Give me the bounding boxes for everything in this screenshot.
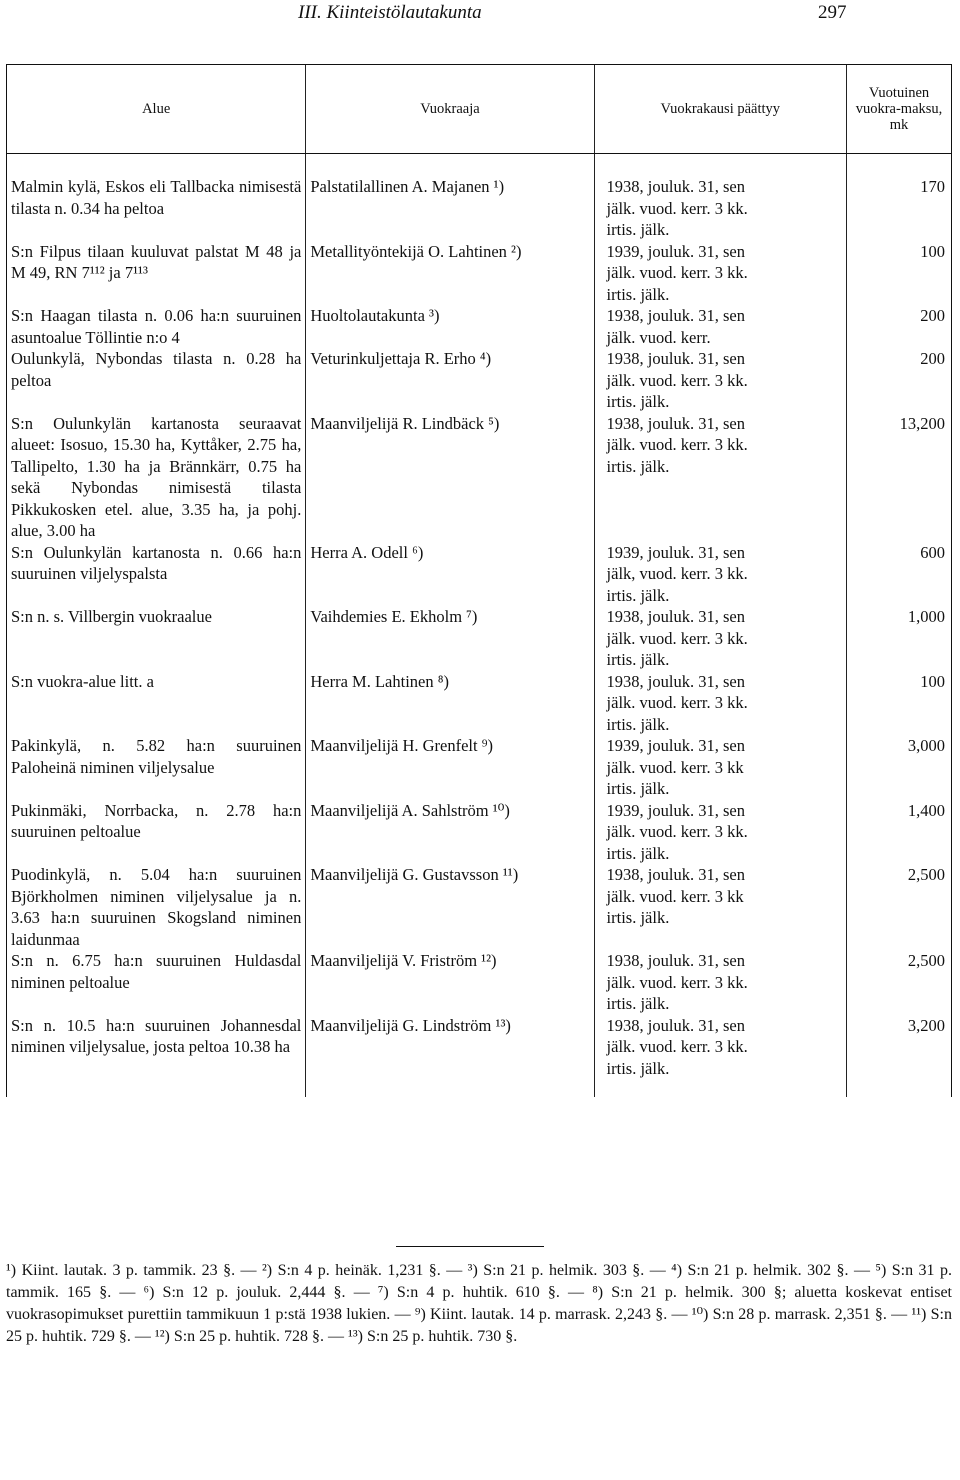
cell-lease-end [594,950,846,1015]
cell-lease-end [594,542,846,607]
cell-tenant: Maanviljelijä R. Lindbäck ⁵) [306,413,594,542]
column-header-area: Alue [7,65,306,154]
cell-lease-end [594,176,846,241]
lease-end-line: jälk. vuod. kerr. 3 kk. [606,972,748,992]
lease-end-line: 1938, jouluk. 31, sen [606,1015,745,1035]
lease-end-line: jälk. vuod. kerr. 3 kk. [606,1037,748,1056]
cell-tenant: Maanviljelijä H. Grenfelt ⁹) [306,735,594,800]
cell-annual-fee: 1,000 [846,606,951,671]
table-body [7,154,952,1098]
table-header-row [7,65,952,154]
lease-end-line: jälk. vuod. kerr. 3 kk [606,886,744,906]
cell-annual-fee: 2,500 [846,864,951,950]
cell-tenant: Huoltolautakunta ³) [306,305,594,348]
lease-end-line: irtis. jälk. [606,908,670,927]
table-row [7,176,952,241]
table-row [7,735,952,800]
table-row [7,413,952,542]
lease-end-line: 1939, jouluk. 31, sen [606,542,745,562]
cell-area: Puodinkylä, n. 5.04 ha:n suuruinen Björkholmen niminen viljelysalue ja n. 3.63 ha:n suuruinen Skogsland niminen laidunmaa [7,864,306,950]
table-row [7,671,952,736]
cell-annual-fee: 3,000 [846,735,951,800]
lease-end-line: 1938, jouluk. 31, sen [606,865,745,884]
cell-annual-fee: 2,500 [846,950,951,1015]
cell-area: S:n vuokra-alue litt. a [7,671,306,736]
cell-annual-fee: 170 [846,176,951,241]
cell-area: S:n Oulunkylän kartanosta seuraavat alueet: Isosuo, 15.30 ha, Kyttåker, 2.75 ha, Tallipelto, 1.30 ha ja Brännkärr, 0.75 ha sekä Nybondas nimisestä tilasta Pikkukosken etel. alue, 3.35 ha, ja pohj. alue, 3.00 ha [7,413,306,542]
lease-end-line: jälk. vuod. kerr. 3 kk. [606,263,748,282]
lease-end-line: 1939, jouluk. 31, sen [606,241,745,261]
lease-end-line: 1938, jouluk. 31, sen [606,607,745,626]
lease-end-line: jälk. vuod. kerr. 3 kk. [606,693,748,712]
lease-end-line: 1938, jouluk. 31, sen [606,306,745,325]
lease-end-line: irtis. jälk. [606,650,670,669]
lease-end-line: jälk. vuod. kerr. 3 kk. [606,822,748,841]
cell-annual-fee: 100 [846,671,951,736]
cell-tenant: Veturinkuljettaja R. Erho ⁴) [306,348,594,413]
lease-end-line: irtis. jälk. [606,994,670,1013]
cell-annual-fee: 200 [846,348,951,413]
column-header-lease-end: Vuokrakausi päättyy [594,65,846,154]
table-row [7,542,952,607]
table-row [7,1015,952,1080]
table-row [7,305,952,348]
lease-end-line: 1939, jouluk. 31, sen [606,800,745,820]
cell-area: Oulunkylä, Nybondas tilasta n. 0.28 ha peltoa [7,348,306,413]
page-header [0,0,960,34]
lease-end-line: 1938, jouluk. 31, sen [606,671,745,691]
cell-tenant: Vaihdemies E. Ekholm ⁷) [306,606,594,671]
footnotes: ¹) Kiint. lautak. 3 p. tammik. 23 §. — ²) S:n 4 p. heinäk. 1,231 §. — ³) S:n 21 p. helmik. 303 §. — ⁴) S:n 21 p. helmik. 302 §. — ⁵) S:n 31 p. tammik. 165 §. — ⁶) S:n 12 p. jouluk. 2,444 §. — ⁷) S:n 4 p. huhtik. 610 §. — ⁸) S:n 21 p. helmik. 300 §; aluetta koskevat entiset vuokrasopimukset purettiin tammikuun 1 p:stä 1938 lukien. — ⁹) Kiint. lautak. 14 p. marrask. 2,243 §. — ¹⁰) S:n 28 p. marrask. 2,351 §. — ¹¹) S:n 25 p. huhtik. 729 §. — ¹²) S:n 25 p. huhtik. 728 §. — ¹³) S:n 25 p. huhtik. 730 §. [6,1262,952,1345]
table-row [7,348,952,413]
table-row [7,864,952,950]
lease-end-line: jälk. vuod. kerr. 3 kk. [606,628,748,648]
table-spacer-row [7,154,952,177]
lease-end-line: jälk. vuod. kerr. 3 kk [606,757,744,777]
table-row [7,241,952,306]
cell-tenant: Herra A. Odell ⁶) [306,542,594,607]
cell-tenant: Palstatilallinen A. Majanen ¹) [306,176,594,241]
lease-end-line: 1938, jouluk. 31, sen [606,951,745,970]
cell-annual-fee: 200 [846,305,951,348]
table-tail-row [7,1079,952,1097]
cell-tenant: Herra M. Lahtinen ⁸) [306,671,594,736]
lease-end-line: jälk. vuod. kerr. 3 kk. [606,435,748,454]
section-title: III. Kiinteistölautakunta [298,2,482,23]
cell-annual-fee: 600 [846,542,951,607]
page-number: 297 [818,2,847,23]
cell-lease-end [594,864,846,950]
table-row [7,950,952,1015]
cell-area: S:n Haagan tilasta n. 0.06 ha:n suuruinen asuntoalue Töllintie n:o 4 [7,305,306,348]
lease-end-line: 1939, jouluk. 31, sen [606,736,745,755]
table-row [7,606,952,671]
cell-lease-end [594,413,846,542]
column-header-tenant: Vuokraaja [306,65,594,154]
lease-table [6,64,952,1097]
cell-annual-fee: 3,200 [846,1015,951,1080]
cell-tenant: Maanviljelijä V. Friström ¹²) [306,950,594,1015]
cell-tenant: Maanviljelijä G. Gustavsson ¹¹) [306,864,594,950]
lease-end-line: jälk. vuod. kerr. [606,327,711,347]
lease-end-line: irtis. jälk. [606,284,670,304]
column-header-annual-fee: Vuotuinen vuokra-maksu, mk [846,65,951,154]
cell-tenant: Metallityöntekijä O. Lahtinen ²) [306,241,594,306]
cell-lease-end [594,241,846,306]
lease-end-line: irtis. jälk. [606,456,670,476]
lease-end-line: irtis. jälk. [606,843,670,863]
lease-end-line: irtis. jälk. [606,585,670,605]
cell-area: S:n Filpus tilaan kuuluvat palstat M 48 ja M 49, RN 7¹¹² ja 7¹¹³ [7,241,306,306]
cell-lease-end [594,735,846,800]
cell-annual-fee: 100 [846,241,951,306]
lease-end-line: 1938, jouluk. 31, sen [606,413,745,433]
lease-end-line: jälk. vuod. kerr. 3 kk. [606,370,748,390]
cell-lease-end [594,348,846,413]
lease-end-line: jälk, vuod. kerr. 3 kk. [606,564,748,583]
cell-area: S:n Oulunkylän kartanosta n. 0.66 ha:n suuruinen viljelyspalsta [7,542,306,607]
cell-lease-end [594,1015,846,1080]
lease-end-line: irtis. jälk. [606,779,670,798]
footnote-rule [396,1246,544,1247]
cell-area: S:n n. s. Villbergin vuokraalue [7,606,306,671]
cell-tenant: Maanviljelijä A. Sahlström ¹⁰) [306,800,594,865]
lease-end-line: irtis. jälk. [606,392,670,411]
lease-end-line: 1938, jouluk. 31, sen [606,349,745,368]
lease-end-line: irtis. jälk. [606,220,670,239]
lease-end-line: irtis. jälk. [606,1058,670,1078]
cell-area: Pukinmäki, Norrbacka, n. 2.78 ha:n suuruinen peltoalue [7,800,306,865]
lease-table-container [6,64,952,1212]
cell-area: S:n n. 6.75 ha:n suuruinen Huldasdal niminen peltoalue [7,950,306,1015]
cell-tenant: Maanviljelijä G. Lindström ¹³) [306,1015,594,1080]
cell-annual-fee: 1,400 [846,800,951,865]
cell-annual-fee: 13,200 [846,413,951,542]
cell-lease-end [594,800,846,865]
lease-end-line: irtis. jälk. [606,714,670,734]
cell-area: S:n n. 10.5 ha:n suuruinen Johannesdal niminen viljelysalue, josta peltoa 10.38 ha [7,1015,306,1080]
cell-lease-end [594,305,846,348]
cell-lease-end [594,671,846,736]
table-row [7,800,952,865]
cell-lease-end [594,606,846,671]
cell-area: Pakinkylä, n. 5.82 ha:n suuruinen Paloheinä niminen viljelysalue [7,735,306,800]
lease-end-line: 1938, jouluk. 31, sen [606,177,745,196]
lease-end-line: jälk. vuod. kerr. 3 kk. [606,198,748,218]
cell-area: Malmin kylä, Eskos eli Tallbacka nimisestä tilasta n. 0.34 ha peltoa [7,176,306,241]
